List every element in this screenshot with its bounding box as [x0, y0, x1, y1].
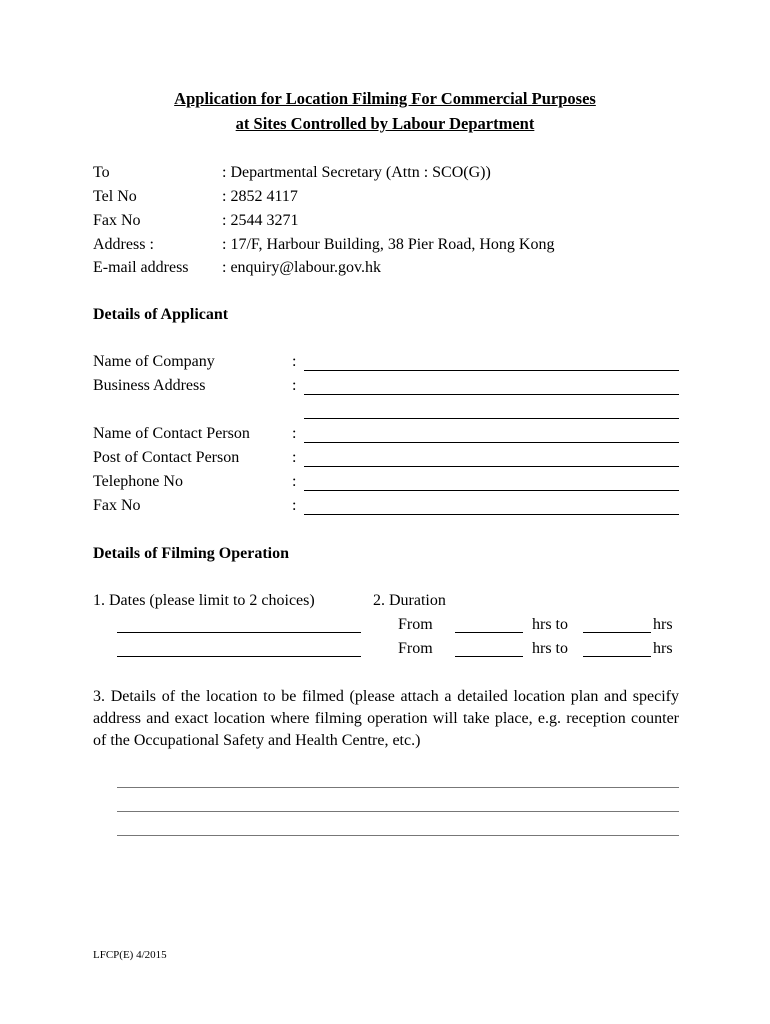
- location-details-paragraph: 3. Details of the location to be filmed (please attach a detailed location plan and specify address and exact location where filming operation will take place, e.g. reception counter of the Occupational Safety and Health Centre, etc.): [93, 688, 679, 749]
- contact-label-email: E-mail address: [93, 259, 189, 276]
- form-title-line-1: Application for Location Filming For Commercial Purposes: [174, 89, 596, 108]
- form-title-line-2: at Sites Controlled by Labour Department: [235, 114, 535, 133]
- company-name-field[interactable]: [304, 370, 679, 371]
- hrs-to-label: hrs to: [532, 640, 568, 657]
- applicant-section-heading: Details of Applicant: [93, 306, 229, 323]
- business-address-field[interactable]: [304, 394, 679, 395]
- duration-2-end-field[interactable]: [583, 656, 651, 657]
- duration-label: 2. Duration: [373, 592, 446, 609]
- contact-value-fax: : 2544 3271: [222, 212, 299, 229]
- contact-value-tel: : 2852 4117: [222, 188, 298, 205]
- field-label-company-name: Name of Company: [93, 353, 215, 370]
- field-colon: :: [292, 473, 297, 490]
- contact-label-fax: Fax No: [93, 212, 141, 229]
- field-colon: :: [292, 425, 297, 442]
- location-details-line-1[interactable]: [117, 787, 679, 788]
- from-label: From: [398, 616, 433, 633]
- fax-field[interactable]: [304, 514, 679, 515]
- hrs-label: hrs: [653, 616, 673, 633]
- contact-label-address: Address :: [93, 236, 154, 253]
- contact-value-email[interactable]: : enquiry@labour.gov.hk: [222, 259, 382, 276]
- field-colon: :: [292, 497, 297, 514]
- date-choice-2-field[interactable]: [117, 656, 361, 657]
- contact-label-tel: Tel No: [93, 188, 137, 205]
- field-colon: :: [292, 449, 297, 466]
- hrs-to-label: hrs to: [532, 616, 568, 633]
- filming-section-heading: Details of Filming Operation: [93, 545, 289, 562]
- field-label-business-address: Business Address: [93, 377, 206, 394]
- from-label: From: [398, 640, 433, 657]
- contact-value-to: : Departmental Secretary (Attn : SCO(G)): [222, 164, 491, 181]
- telephone-field[interactable]: [304, 490, 679, 491]
- contact-value-address: : 17/F, Harbour Building, 38 Pier Road, Hong Kong: [222, 236, 555, 253]
- form-reference-code: LFCP(E) 4/2015: [93, 949, 167, 961]
- business-address-field-line-2[interactable]: [304, 418, 679, 419]
- duration-1-end-field[interactable]: [583, 632, 651, 633]
- field-label-fax: Fax No: [93, 497, 141, 514]
- field-colon: :: [292, 353, 297, 370]
- field-colon: :: [292, 377, 297, 394]
- duration-2-start-field[interactable]: [455, 656, 523, 657]
- field-label-telephone: Telephone No: [93, 473, 183, 490]
- location-details-line-3[interactable]: [117, 835, 679, 836]
- location-details-line-2[interactable]: [117, 811, 679, 812]
- hrs-label: hrs: [653, 640, 673, 657]
- contact-post-field[interactable]: [304, 466, 679, 467]
- contact-label-to: To: [93, 164, 110, 181]
- field-label-contact-post: Post of Contact Person: [93, 449, 240, 466]
- duration-1-start-field[interactable]: [455, 632, 523, 633]
- field-label-contact-person: Name of Contact Person: [93, 425, 250, 442]
- contact-person-field[interactable]: [304, 442, 679, 443]
- date-choice-1-field[interactable]: [117, 632, 361, 633]
- dates-label: 1. Dates (please limit to 2 choices): [93, 592, 315, 609]
